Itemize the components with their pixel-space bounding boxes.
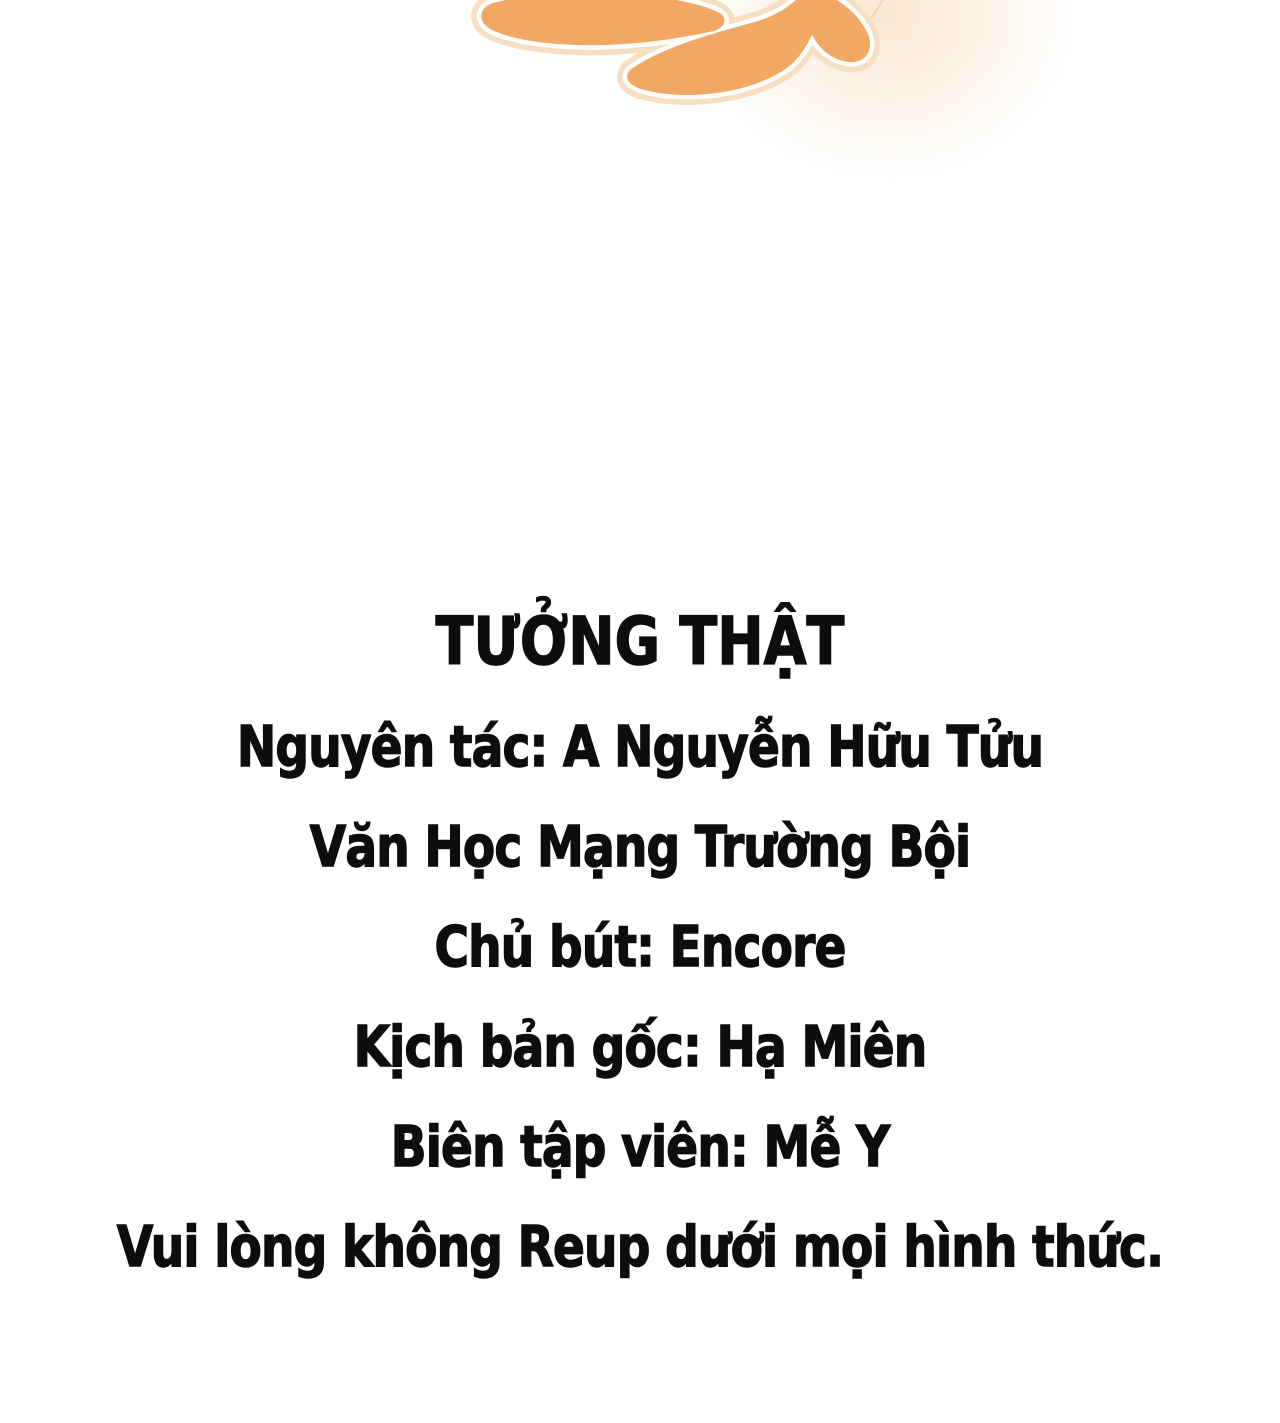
- credit-line-chief-editor: Chủ bút: Encore: [434, 914, 846, 980]
- credit-line-source: Văn Học Mạng Trường Bội: [309, 814, 971, 880]
- credit-line-original-script: Kịch bản gốc: Hạ Miên: [353, 1014, 927, 1080]
- chapter-title: TƯỞNG THẬT: [435, 602, 845, 680]
- credit-line-original-work: Nguyên tác: A Nguyễn Hữu Tửu: [236, 714, 1044, 780]
- credits-block: [102, 585, 1177, 1297]
- credit-line-editor: Biên tập viên: Mễ Y: [390, 1114, 890, 1180]
- brush-stroke-logo-icon: [420, 0, 940, 130]
- credit-line-reup-notice: Vui lòng không Reup dưới mọi hình thức.: [116, 1214, 1164, 1280]
